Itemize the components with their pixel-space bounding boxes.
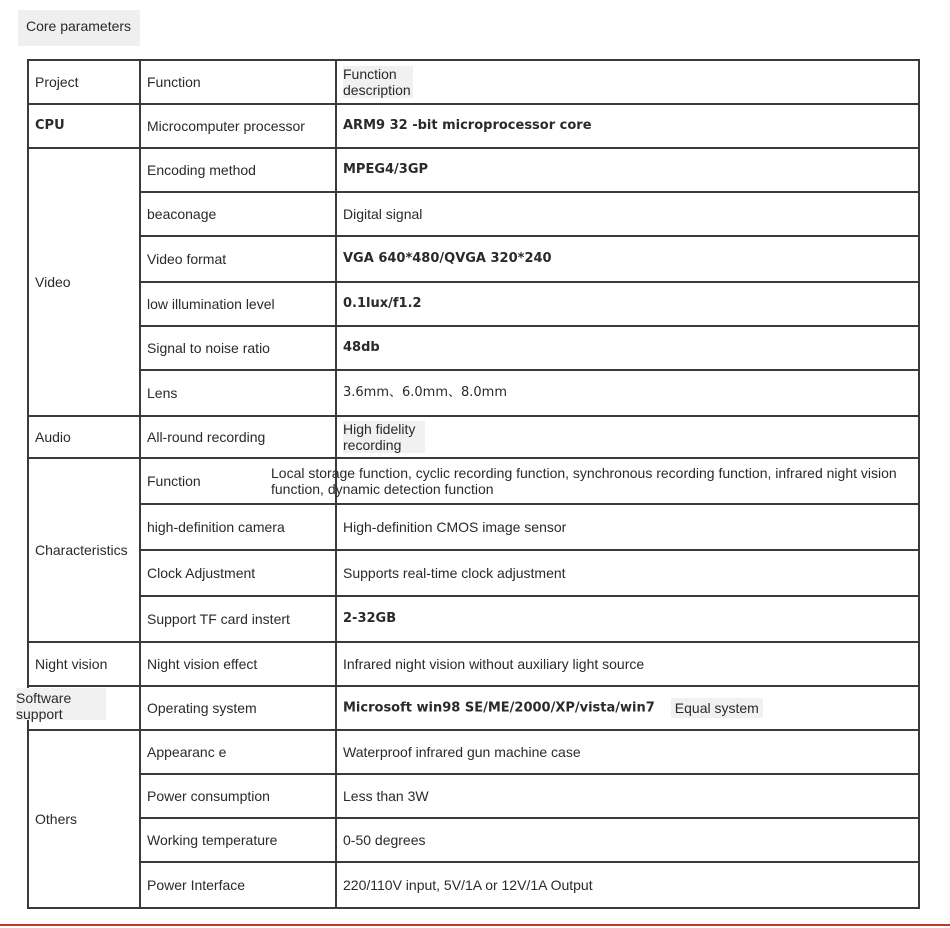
header-project: Project (28, 60, 140, 104)
description-cell: 2-32GB (336, 596, 919, 642)
table-row (28, 104, 919, 148)
table-row (28, 504, 919, 550)
function-cell: Video format (140, 236, 336, 282)
description-cell: Less than 3W (336, 774, 919, 818)
table-row (28, 236, 919, 282)
project-cell: Characteristics (28, 458, 140, 642)
description-cell: VGA 640*480/QVGA 320*240 (336, 236, 919, 282)
software-support-label: Software support (16, 688, 106, 720)
description-cell (271, 458, 919, 504)
table-row (28, 148, 919, 192)
table-row (28, 862, 919, 908)
function-cell: Signal to noise ratio (140, 326, 336, 370)
description-text: Local storage function, cyclic recording function, synchronous recording function, infrared night vision function, dynamic detection function (271, 465, 897, 497)
description-cell: Waterproof infrared gun machine case (336, 730, 919, 774)
description-cell: Infrared night vision without auxiliary light source (336, 642, 919, 686)
function-cell: low illumination level (140, 282, 336, 326)
function-cell: Operating system (140, 686, 336, 730)
description-cell: MPEG4/3GP (336, 148, 919, 192)
table-row (28, 458, 919, 504)
table-row (28, 730, 919, 774)
header-description (336, 60, 919, 104)
table-header-row (28, 60, 919, 104)
project-cell: Others (28, 730, 140, 908)
table-row (28, 326, 919, 370)
project-cell: Video (28, 148, 140, 416)
table-row (28, 642, 919, 686)
table-row (28, 596, 919, 642)
description-text: Microsoft win98 SE/ME/2000/XP/vista/win7 (343, 700, 655, 716)
table-row (28, 192, 919, 236)
header-function: Function (140, 60, 336, 104)
function-cell: Microcomputer processor (140, 104, 336, 148)
table-row (28, 282, 919, 326)
function-cell: beaconage (140, 192, 336, 236)
function-cell: Lens (140, 370, 336, 416)
project-cell: CPU (28, 104, 140, 148)
function-cell: Working temperature (140, 818, 336, 862)
page-title: Core parameters (18, 10, 140, 46)
function-cell: Function (140, 458, 336, 504)
function-cell: Appearanc e (140, 730, 336, 774)
description-cell: 0.1lux/f1.2 (336, 282, 919, 326)
table-row (28, 686, 919, 730)
description-cell: Digital signal (336, 192, 919, 236)
equal-system-note: Equal system (671, 698, 763, 718)
description-cell: High-definition CMOS image sensor (336, 504, 919, 550)
table-row (28, 774, 919, 818)
project-cell: Night vision (28, 642, 140, 686)
function-cell: Power Interface (140, 862, 336, 908)
function-cell: All-round recording (140, 416, 336, 458)
description-cell (336, 686, 919, 730)
function-cell: Support TF card instert (140, 596, 336, 642)
table-row (28, 416, 919, 458)
description-cell: 3.6mm、6.0mm、8.0mm (336, 370, 919, 416)
header-description-text: Function description (343, 66, 413, 98)
function-cell: Clock Adjustment (140, 550, 336, 596)
description-cell: Supports real-time clock adjustment (336, 550, 919, 596)
description-cell: 0-50 degrees (336, 818, 919, 862)
core-parameters-table (27, 59, 920, 909)
description-cell (336, 416, 919, 458)
description-text: High fidelity recording (343, 421, 425, 453)
table-row (28, 818, 919, 862)
table-row (28, 550, 919, 596)
description-cell: 220/110V input, 5V/1A or 12V/1A Output (336, 862, 919, 908)
function-cell: Encoding method (140, 148, 336, 192)
project-cell: Audio (28, 416, 140, 458)
function-cell: Power consumption (140, 774, 336, 818)
description-cell: ARM9 32 -bit microprocessor core (336, 104, 919, 148)
function-cell: high-definition camera (140, 504, 336, 550)
function-cell: Night vision effect (140, 642, 336, 686)
bottom-divider (0, 924, 950, 926)
table-row (28, 370, 919, 416)
description-cell: 48db (336, 326, 919, 370)
